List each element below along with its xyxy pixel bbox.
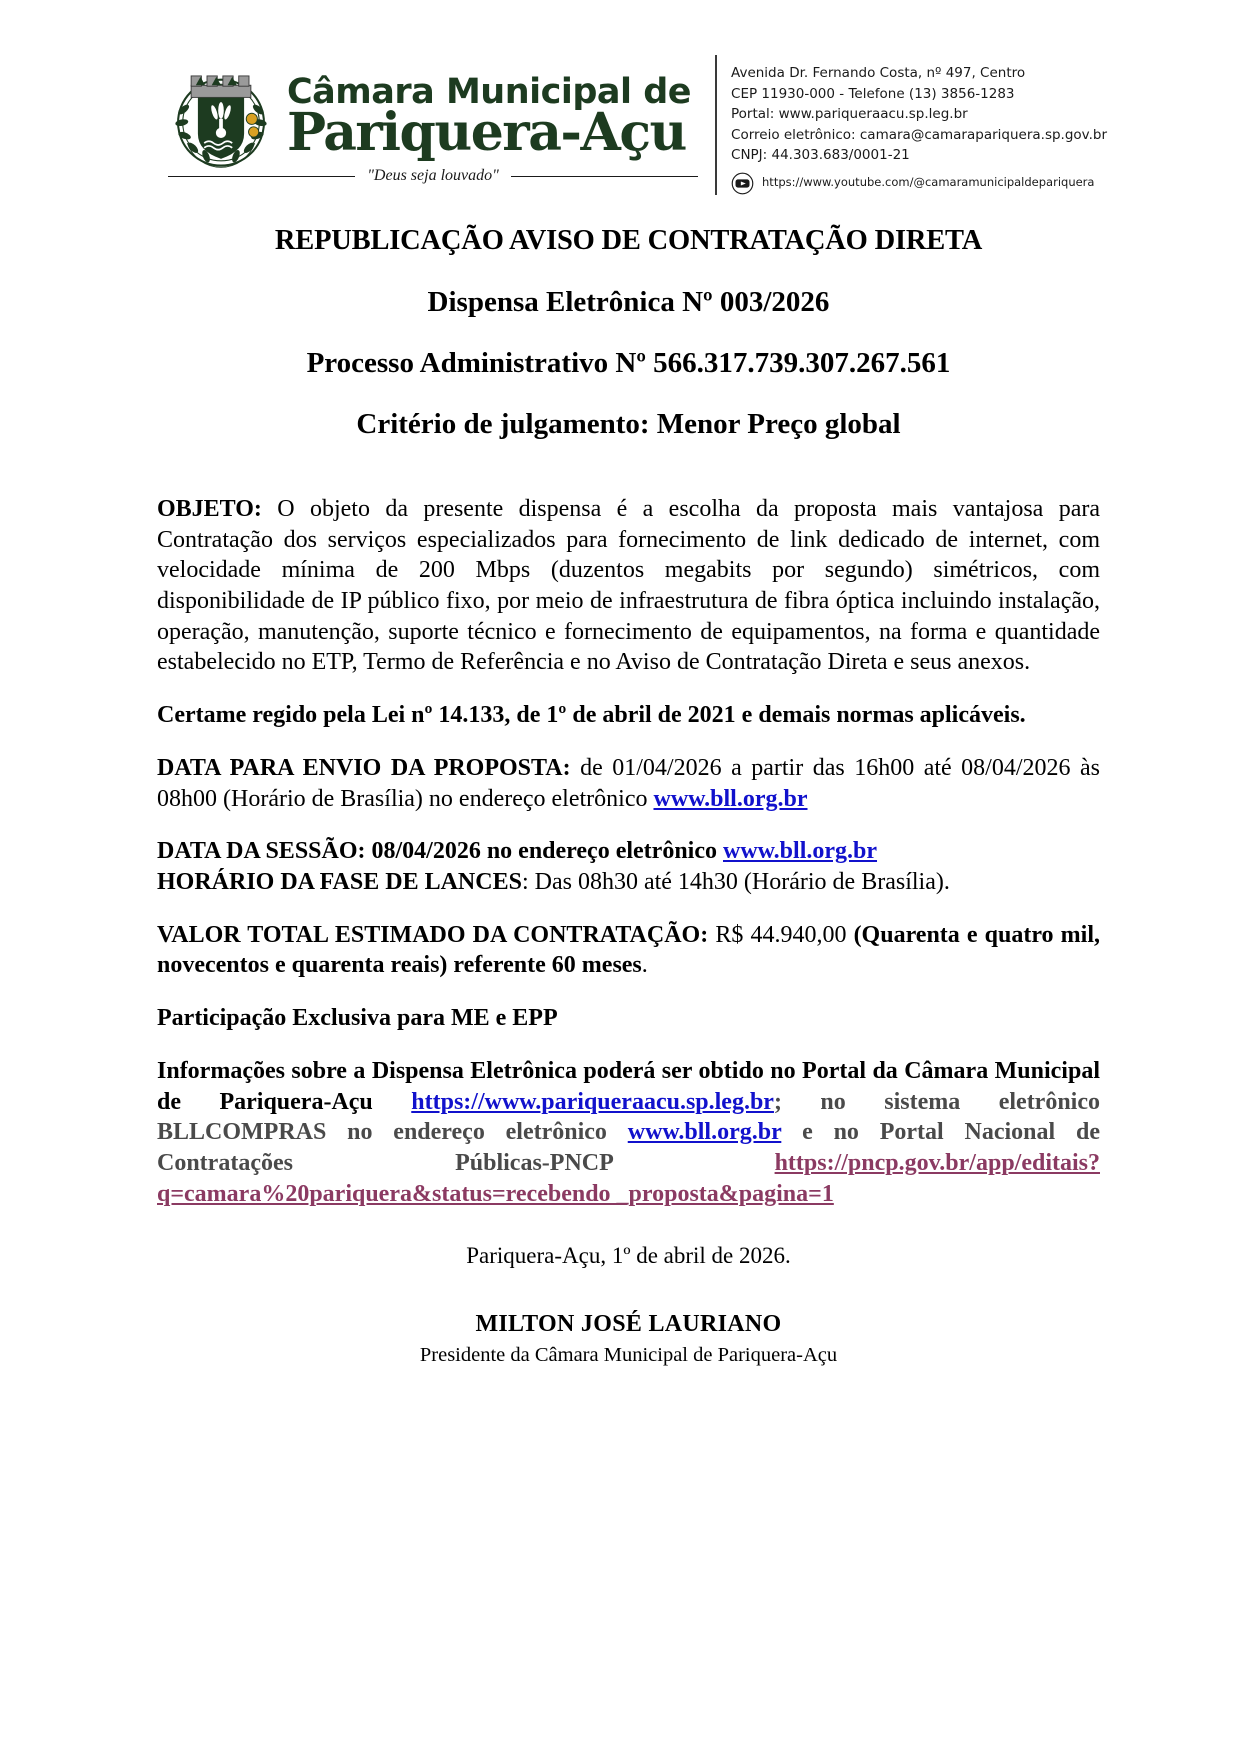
contact-cep-phone: CEP 11930-000 - Telefone (13) 3856-1283 bbox=[731, 85, 1015, 102]
informacoes-paragraph bbox=[157, 1056, 1100, 1210]
youtube-row[interactable] bbox=[731, 172, 1200, 195]
youtube-icon bbox=[731, 172, 754, 195]
participacao-paragraph: Participação Exclusiva para ME e EPP bbox=[157, 1005, 558, 1032]
contact-portal: Portal: www.pariqueraacu.sp.leg.br bbox=[731, 106, 968, 123]
brand-wordmark bbox=[287, 55, 692, 164]
info-text-1: Informações sobre a Dispensa Eletrônica poderá ser obtido no Portal da Câmara Municipal de Pariquera-Açu bbox=[157, 1057, 1100, 1115]
portal-camara-link[interactable]: https://www.pariqueraacu.sp.leg.br bbox=[411, 1088, 774, 1115]
objeto-paragraph bbox=[157, 494, 1100, 678]
pncp-link[interactable]: https://pncp.gov.br/app/editais?q=camara%20pariquera&status=recebendo _proposta&pagina=1 bbox=[157, 1150, 1100, 1207]
page-title: REPUBLICAÇÃO AVISO DE CONTRATAÇÃO DIRETA bbox=[274, 225, 983, 256]
lances-label: HORÁRIO DA FASE DE LANCES bbox=[157, 868, 522, 895]
lances-text: : Das 08h30 até 14h30 (Horário de Brasília). bbox=[521, 868, 950, 895]
contact-email: Correio eletrônico: camara@camarapariquera.sp.gov.br bbox=[731, 126, 1108, 143]
valor-extenso: (Quarenta e quatro mil, novecentos e quarenta reais) referente 60 meses bbox=[157, 921, 1101, 979]
contact-address: Avenida Dr. Fernando Costa, nº 497, Centro bbox=[731, 65, 1026, 81]
lances-paragraph bbox=[157, 867, 1100, 898]
sessao-paragraph bbox=[157, 836, 1100, 867]
valor-amount: R$ 44.940,00 bbox=[708, 921, 854, 948]
coat-of-arms-icon bbox=[165, 61, 277, 173]
info-text-2: ; no sistema eletrônico BLLCOMPRAS no endereço eletrônico bbox=[157, 1088, 1101, 1146]
info-text-3: e no Portal Nacional de Contratações Públicas-PNCP bbox=[157, 1119, 1100, 1177]
subtitle-dispensa: Dispensa Eletrônica Nº 003/2026 bbox=[427, 285, 830, 318]
bll-link[interactable]: www.bll.org.br bbox=[627, 1119, 782, 1146]
envio-label: DATA PARA ENVIO DA PROPOSTA: bbox=[157, 754, 571, 781]
motto-text: "Deus seja louvado" bbox=[367, 167, 499, 184]
signer-role: Presidente da Câmara Municipal de Pariquera-Açu bbox=[419, 1344, 838, 1367]
youtube-url: https://www.youtube.com/@camaramunicipaldepariquera bbox=[762, 175, 1095, 190]
subtitle-processo: Processo Administrativo Nº 566.317.739.307.267.561 bbox=[306, 347, 951, 380]
signature-block bbox=[157, 1243, 1100, 1367]
envio-bll-link[interactable]: www.bll.org.br bbox=[653, 785, 808, 812]
sessao-label: DATA DA SESSÃO: bbox=[157, 838, 366, 865]
sessao-text: 08/04/2026 no endereço eletrônico bbox=[365, 838, 723, 865]
document-content bbox=[0, 225, 1240, 1367]
sessao-bll-link[interactable]: www.bll.org.br bbox=[723, 838, 878, 865]
city-date: Pariquera-Açu, 1º de abril de 2026. bbox=[466, 1243, 791, 1269]
brand-line-2: Pariquera-Açu bbox=[287, 102, 686, 164]
motto-rule-left bbox=[168, 176, 355, 177]
contact-info-block bbox=[715, 55, 1200, 195]
valor-end: . bbox=[641, 952, 648, 979]
motto-rule-right bbox=[511, 176, 698, 177]
subtitle-criterio: Critério de julgamento: Menor Preço global bbox=[356, 408, 901, 441]
valor-label: VALOR TOTAL ESTIMADO DA CONTRATAÇÃO: bbox=[157, 921, 709, 948]
contact-cnpj: CNPJ: 44.303.683/0001-21 bbox=[731, 147, 910, 164]
valor-paragraph bbox=[157, 920, 1100, 981]
objeto-label: OBJETO: bbox=[157, 495, 262, 522]
signer-name: MILTON JOSÉ LAURIANO bbox=[475, 1311, 782, 1338]
objeto-text: O objeto da presente dispensa é a escolha da proposta mais vantajosa para Contratação dos serviços especializados para fornecimento de link dedicado de internet, com velocidade mínima de 200 Mbps (duzentos megabits por segundo) simétricos, com disponibilidade de IP público fixo, por meio de infraestrutura de fibra óptica incluindo instalação, operação, manutenção, suporte técnico e fornecimento de equipamentos, na forma e quantidade estabelecido no ETP, Termo de Referência e no Aviso de Contratação Direta e seus anexos. bbox=[157, 495, 1100, 676]
envio-proposta-paragraph bbox=[157, 753, 1100, 814]
brand-block bbox=[165, 55, 691, 173]
certame-paragraph: Certame regido pela Lei nº 14.133, de 1º de abril de 2021 e demais normas aplicáveis. bbox=[157, 702, 1026, 729]
envio-text: de 01/04/2026 a partir das 16h00 até 08/04/2026 às 08h00 (Horário de Brasília) no endereço eletrônico bbox=[157, 754, 1101, 812]
brand-line-1: Câmara Municipal de bbox=[287, 72, 692, 112]
